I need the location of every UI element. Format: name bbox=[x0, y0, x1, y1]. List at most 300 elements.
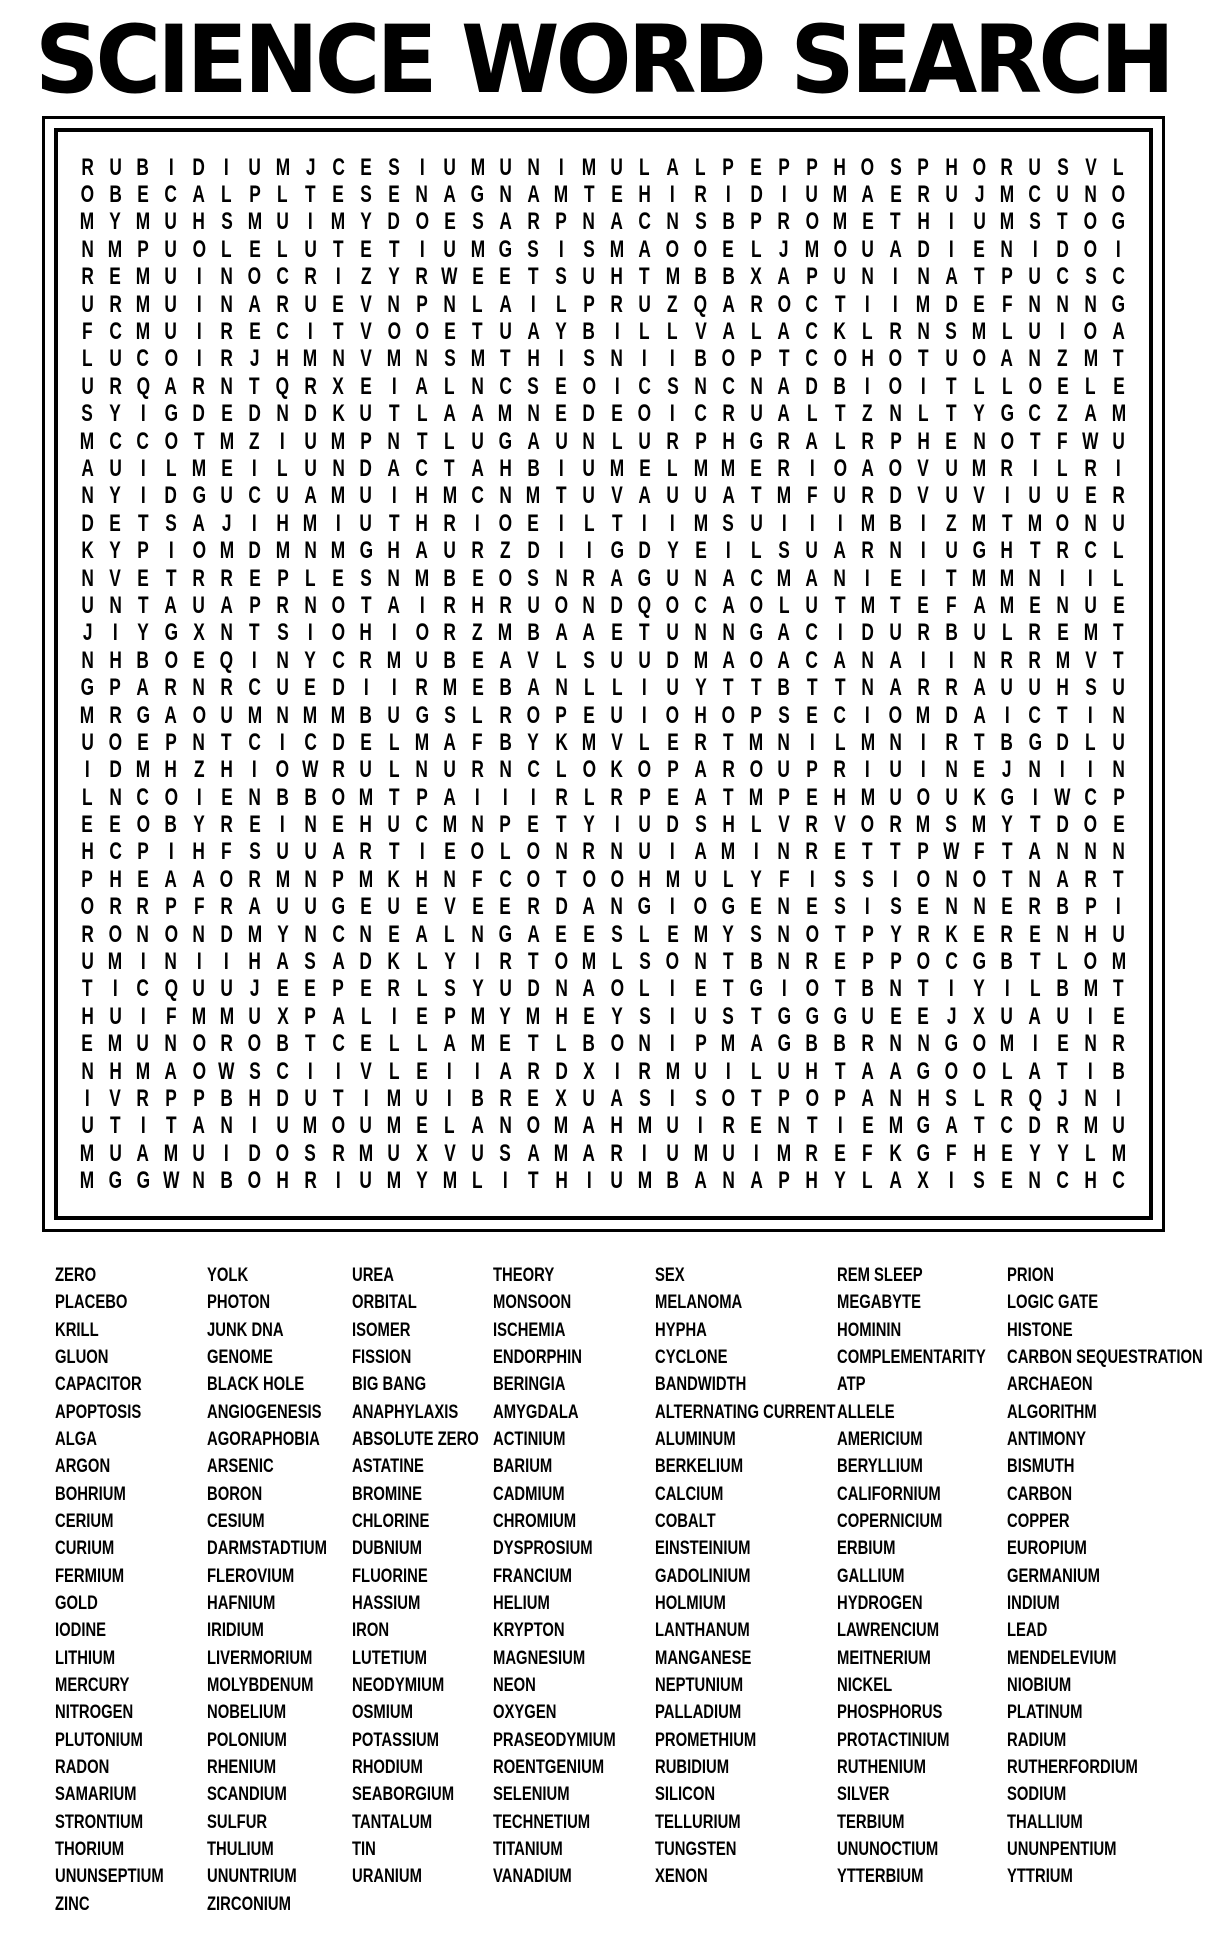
word-item: BROMINE bbox=[352, 1483, 422, 1505]
grid-cell: G bbox=[805, 1002, 819, 1030]
grid-cell: R bbox=[666, 427, 679, 455]
grid-cell: N bbox=[387, 290, 401, 318]
grid-cell: C bbox=[136, 783, 150, 811]
word-item: SCANDIUM bbox=[207, 1784, 287, 1806]
grid-cell: C bbox=[1028, 400, 1042, 428]
grid-cell: M bbox=[108, 1030, 123, 1058]
grid-cell: M bbox=[358, 865, 374, 893]
grid-cell: O bbox=[498, 509, 513, 537]
grid-cell: A bbox=[415, 920, 429, 948]
grid-cell: A bbox=[777, 400, 791, 428]
grid-cell: M bbox=[275, 153, 290, 181]
grid-cell: O bbox=[470, 838, 485, 866]
grid-cell: T bbox=[137, 509, 149, 537]
word-item: FLUORINE bbox=[352, 1565, 428, 1587]
grid-cell: U bbox=[109, 153, 122, 181]
grid-cell: E bbox=[694, 537, 707, 565]
grid-cell: L bbox=[750, 811, 762, 839]
grid-cell: A bbox=[331, 838, 345, 866]
grid-cell: I bbox=[921, 564, 926, 592]
grid-cell: E bbox=[973, 920, 985, 948]
grid-cell: O bbox=[192, 537, 206, 565]
grid-cell: S bbox=[583, 646, 595, 674]
grid-cell: E bbox=[834, 948, 846, 976]
grid-cell: N bbox=[109, 591, 122, 619]
grid-cell: C bbox=[694, 400, 707, 428]
grid-cell: E bbox=[388, 181, 400, 209]
grid-cell: L bbox=[639, 318, 651, 346]
grid-cell: A bbox=[722, 646, 735, 674]
grid-cell: U bbox=[638, 646, 652, 674]
grid-cell: T bbox=[890, 208, 901, 236]
grid-cell: N bbox=[1028, 345, 1042, 373]
grid-cell: U bbox=[750, 400, 763, 428]
grid-cell: H bbox=[109, 1057, 122, 1085]
grid-cell: I bbox=[948, 975, 954, 1003]
grid-cell: U bbox=[164, 235, 178, 263]
grid-cell: U bbox=[304, 454, 317, 482]
grid-cell: H bbox=[499, 454, 512, 482]
word-list bbox=[55, 1262, 1206, 1918]
word-item: CALCIUM bbox=[655, 1483, 724, 1505]
grid-cell: U bbox=[415, 1084, 429, 1112]
grid-cell: N bbox=[777, 838, 791, 866]
grid-cell: U bbox=[192, 975, 206, 1003]
grid-cell: N bbox=[109, 783, 122, 811]
grid-cell: G bbox=[916, 1139, 931, 1167]
grid-cell: A bbox=[805, 564, 819, 592]
grid-cell: E bbox=[1001, 893, 1013, 921]
grid-cell: M bbox=[693, 1139, 708, 1167]
grid-cell: X bbox=[583, 1057, 595, 1085]
grid-cell: V bbox=[694, 318, 707, 346]
grid-cell: O bbox=[861, 153, 875, 181]
grid-cell: N bbox=[861, 646, 874, 674]
grid-cell: A bbox=[777, 619, 791, 647]
grid-cell: I bbox=[1116, 893, 1121, 921]
grid-cell: I bbox=[140, 400, 146, 428]
grid-cell: N bbox=[610, 345, 624, 373]
grid-cell: T bbox=[332, 235, 344, 263]
grid-cell: T bbox=[1113, 345, 1124, 373]
grid-cell: D bbox=[276, 1084, 289, 1112]
grid-cell: A bbox=[833, 646, 847, 674]
grid-cell: I bbox=[419, 235, 425, 263]
grid-cell: A bbox=[81, 454, 94, 482]
grid-cell: L bbox=[388, 728, 400, 756]
grid-cell: N bbox=[304, 865, 317, 893]
grid-cell: M bbox=[860, 591, 875, 619]
grid-cell: I bbox=[391, 674, 397, 702]
grid-cell: J bbox=[249, 345, 260, 373]
grid-cell: L bbox=[583, 509, 595, 537]
grid-cell: B bbox=[1056, 893, 1070, 921]
grid-cell: E bbox=[471, 674, 484, 702]
grid-cell: U bbox=[1084, 591, 1097, 619]
grid-cell: K bbox=[387, 948, 401, 976]
word-item: DUBNIUM bbox=[352, 1538, 422, 1560]
grid-cell: U bbox=[1000, 674, 1014, 702]
grid-cell: I bbox=[140, 1002, 146, 1030]
grid-cell: I bbox=[614, 1057, 620, 1085]
grid-cell: U bbox=[359, 1112, 373, 1140]
grid-cell: A bbox=[554, 619, 568, 647]
grid-cell: M bbox=[386, 1112, 402, 1140]
grid-cell: I bbox=[865, 372, 871, 400]
grid-cell: S bbox=[611, 920, 623, 948]
word-item: CYCLONE bbox=[655, 1346, 728, 1368]
grid-cell: R bbox=[527, 1057, 540, 1085]
grid-cell: I bbox=[196, 345, 202, 373]
grid-cell: U bbox=[359, 509, 373, 537]
grid-cell: W bbox=[1054, 783, 1071, 811]
grid-cell: C bbox=[109, 427, 122, 455]
grid-cell: N bbox=[945, 893, 958, 921]
grid-cell: V bbox=[360, 318, 372, 346]
grid-cell: E bbox=[1001, 1139, 1013, 1167]
grid-cell: H bbox=[415, 482, 429, 510]
grid-cell: R bbox=[443, 509, 456, 537]
grid-cell: A bbox=[527, 181, 540, 209]
word-item: JUNK DNA bbox=[207, 1319, 284, 1341]
grid-cell: G bbox=[498, 920, 513, 948]
grid-cell: U bbox=[777, 1057, 791, 1085]
grid-cell: M bbox=[135, 318, 151, 346]
grid-cell: O bbox=[888, 701, 903, 729]
grid-cell: I bbox=[224, 1139, 230, 1167]
grid-cell: T bbox=[332, 1084, 344, 1112]
grid-cell: K bbox=[331, 400, 345, 428]
grid-cell: H bbox=[945, 153, 958, 181]
grid-cell: F bbox=[778, 865, 790, 893]
grid-cell: A bbox=[387, 454, 401, 482]
grid-cell: T bbox=[305, 181, 316, 209]
grid-cell: D bbox=[527, 975, 540, 1003]
grid-cell: N bbox=[889, 1030, 902, 1058]
grid-cell: X bbox=[416, 1139, 428, 1167]
grid-cell: I bbox=[558, 454, 564, 482]
grid-cell: R bbox=[777, 427, 791, 455]
grid-cell: E bbox=[416, 893, 428, 921]
grid-cell: H bbox=[833, 153, 847, 181]
word-item: COPPER bbox=[1007, 1510, 1070, 1532]
grid-cell: P bbox=[416, 783, 428, 811]
grid-cell: A bbox=[443, 181, 456, 209]
grid-cell: N bbox=[777, 728, 791, 756]
grid-cell: U bbox=[164, 208, 178, 236]
grid-cell: S bbox=[583, 235, 595, 263]
word-item: SILICON bbox=[655, 1784, 716, 1806]
grid-cell: N bbox=[220, 1112, 234, 1140]
grid-cell: F bbox=[862, 1139, 874, 1167]
grid-cell: N bbox=[499, 756, 512, 784]
grid-cell: R bbox=[220, 1030, 234, 1058]
word-item: GERMANIUM bbox=[1007, 1565, 1101, 1587]
grid-cell: U bbox=[304, 235, 317, 263]
page-title: SCIENCE WORD SEARCH bbox=[34, 6, 1172, 115]
grid-cell: U bbox=[694, 865, 707, 893]
grid-cell: D bbox=[750, 181, 763, 209]
grid-cell: E bbox=[109, 263, 122, 291]
word-item: ZERO bbox=[55, 1264, 97, 1286]
grid-cell: I bbox=[112, 975, 118, 1003]
grid-cell: A bbox=[527, 920, 540, 948]
grid-cell: O bbox=[805, 975, 819, 1003]
grid-cell: M bbox=[526, 1002, 541, 1030]
grid-cell: N bbox=[192, 674, 206, 702]
grid-cell: O bbox=[805, 208, 819, 236]
word-item: NICKEL bbox=[837, 1675, 893, 1696]
grid-cell: T bbox=[82, 975, 93, 1003]
grid-cell: E bbox=[750, 893, 763, 921]
grid-cell: M bbox=[247, 701, 262, 729]
grid-cell: T bbox=[806, 1112, 818, 1140]
grid-cell: V bbox=[443, 1139, 456, 1167]
grid-cell: G bbox=[136, 701, 150, 729]
grid-cell: C bbox=[136, 975, 150, 1003]
grid-cell: O bbox=[80, 893, 95, 921]
grid-cell: O bbox=[693, 235, 708, 263]
word-item: CERIUM bbox=[55, 1510, 114, 1532]
grid-cell: B bbox=[164, 811, 178, 839]
grid-cell: E bbox=[248, 564, 261, 592]
grid-cell: A bbox=[1028, 1002, 1042, 1030]
grid-cell: B bbox=[443, 564, 456, 592]
grid-cell: A bbox=[499, 290, 512, 318]
grid-cell: M bbox=[972, 454, 987, 482]
grid-cell: I bbox=[558, 345, 564, 373]
grid-cell: E bbox=[276, 975, 289, 1003]
grid-cell: P bbox=[165, 1084, 177, 1112]
grid-cell: S bbox=[639, 1084, 651, 1112]
grid-cell: O bbox=[275, 756, 290, 784]
grid-cell: I bbox=[1088, 701, 1094, 729]
grid-cell: E bbox=[443, 208, 456, 236]
grid-cell: C bbox=[1056, 1167, 1070, 1195]
grid-cell: V bbox=[443, 893, 456, 921]
grid-cell: U bbox=[192, 1139, 206, 1167]
grid-cell: I bbox=[307, 619, 313, 647]
grid-cell: E bbox=[81, 1030, 94, 1058]
word-item: THALLIUM bbox=[1007, 1811, 1083, 1833]
grid-cell: V bbox=[611, 728, 623, 756]
grid-cell: M bbox=[693, 509, 708, 537]
grid-cell: I bbox=[586, 537, 592, 565]
grid-cell: U bbox=[861, 1002, 874, 1030]
grid-cell: E bbox=[81, 811, 94, 839]
grid-cell: P bbox=[137, 235, 149, 263]
grid-cell: R bbox=[109, 290, 122, 318]
grid-cell: E bbox=[527, 1084, 540, 1112]
grid-cell: A bbox=[889, 1057, 902, 1085]
grid-cell: Y bbox=[973, 400, 985, 428]
grid-cell: T bbox=[1029, 811, 1041, 839]
grid-cell: V bbox=[109, 1084, 122, 1112]
grid-cell: E bbox=[471, 646, 484, 674]
grid-cell: P bbox=[332, 865, 345, 893]
grid-cell: H bbox=[861, 345, 874, 373]
grid-cell: N bbox=[1084, 838, 1097, 866]
grid-cell: T bbox=[973, 1112, 985, 1140]
grid-cell: E bbox=[360, 728, 372, 756]
grid-cell: M bbox=[749, 783, 764, 811]
word-item: MENDELEVIUM bbox=[1007, 1647, 1117, 1669]
grid-cell: S bbox=[945, 811, 958, 839]
grid-cell: S bbox=[304, 1139, 317, 1167]
grid-cell: Q bbox=[164, 975, 178, 1003]
grid-cell: A bbox=[415, 537, 429, 565]
grid-cell: H bbox=[248, 948, 261, 976]
grid-cell: N bbox=[1028, 1167, 1042, 1195]
grid-cell: E bbox=[471, 893, 484, 921]
grid-cell: A bbox=[972, 591, 986, 619]
grid-cell: I bbox=[252, 454, 258, 482]
grid-cell: F bbox=[946, 1139, 957, 1167]
grid-cell: U bbox=[833, 482, 847, 510]
grid-cell: M bbox=[1111, 1139, 1126, 1167]
grid-cell: H bbox=[359, 811, 373, 839]
grid-cell: I bbox=[558, 235, 564, 263]
grid-cell: A bbox=[220, 591, 234, 619]
grid-cell: I bbox=[1088, 756, 1094, 784]
word-item: NEON bbox=[493, 1675, 536, 1696]
grid-cell: R bbox=[861, 537, 874, 565]
grid-cell: D bbox=[304, 400, 317, 428]
grid-cell: P bbox=[1001, 263, 1013, 291]
grid-cell: P bbox=[778, 153, 790, 181]
grid-cell: F bbox=[193, 893, 205, 921]
word-item: DARMSTADTIUM bbox=[207, 1538, 327, 1560]
grid-cell: U bbox=[1028, 153, 1042, 181]
grid-cell: V bbox=[834, 811, 846, 839]
grid-cell: L bbox=[416, 400, 428, 428]
grid-cell: L bbox=[277, 181, 288, 209]
grid-cell: M bbox=[135, 1057, 151, 1085]
word-item: RADIUM bbox=[1007, 1729, 1067, 1751]
grid-cell: R bbox=[1000, 1084, 1014, 1112]
grid-cell: U bbox=[638, 427, 652, 455]
grid-cell: U bbox=[81, 1112, 94, 1140]
grid-cell: B bbox=[276, 1030, 289, 1058]
grid-cell: N bbox=[722, 619, 735, 647]
grid-cell: G bbox=[638, 564, 652, 592]
grid-cell: M bbox=[470, 345, 485, 373]
grid-cell: H bbox=[917, 1084, 930, 1112]
grid-cell: L bbox=[1057, 454, 1069, 482]
word-item: BANDWIDTH bbox=[655, 1374, 747, 1396]
grid-cell: H bbox=[248, 1084, 261, 1112]
grid-cell: I bbox=[196, 948, 202, 976]
grid-cell: N bbox=[1112, 838, 1125, 866]
word-item: ARCHAEON bbox=[1007, 1374, 1093, 1396]
word-item: NEODYMIUM bbox=[352, 1675, 445, 1696]
grid-cell: I bbox=[558, 153, 564, 181]
grid-cell: R bbox=[304, 372, 317, 400]
word-item: IRIDIUM bbox=[207, 1620, 264, 1642]
grid-cell: N bbox=[889, 537, 902, 565]
grid-cell: T bbox=[862, 838, 874, 866]
grid-cell: D bbox=[220, 920, 234, 948]
word-item: COBALT bbox=[655, 1510, 716, 1532]
grid-cell: L bbox=[611, 948, 623, 976]
grid-cell: I bbox=[168, 537, 174, 565]
grid-cell: Y bbox=[360, 208, 372, 236]
grid-cell: N bbox=[387, 564, 401, 592]
grid-cell: A bbox=[443, 1030, 456, 1058]
grid-cell: N bbox=[1084, 1084, 1097, 1112]
word-item: KRILL bbox=[55, 1319, 99, 1341]
grid-cell: M bbox=[135, 290, 151, 318]
grid-cell: P bbox=[109, 674, 122, 702]
grid-cell: O bbox=[387, 318, 401, 346]
grid-cell: A bbox=[972, 701, 986, 729]
grid-cell: S bbox=[973, 1167, 985, 1195]
grid-cell: U bbox=[415, 646, 429, 674]
grid-cell: I bbox=[335, 509, 341, 537]
grid-cell: E bbox=[1001, 1167, 1013, 1195]
grid-cell: M bbox=[1055, 646, 1071, 674]
grid-cell: Y bbox=[750, 865, 763, 893]
grid-cell: M bbox=[331, 482, 346, 510]
grid-cell: G bbox=[972, 537, 986, 565]
grid-cell: I bbox=[725, 181, 731, 209]
grid-cell: L bbox=[806, 400, 818, 428]
grid-cell: U bbox=[1028, 263, 1042, 291]
grid-cell: I bbox=[670, 509, 676, 537]
grid-cell: G bbox=[359, 537, 373, 565]
word-item: OXYGEN bbox=[493, 1702, 557, 1724]
grid-cell: A bbox=[164, 865, 178, 893]
grid-cell: Z bbox=[667, 290, 678, 318]
grid-cell: M bbox=[916, 701, 931, 729]
grid-cell: E bbox=[861, 208, 874, 236]
grid-cell: P bbox=[861, 948, 874, 976]
grid-cell: D bbox=[945, 290, 958, 318]
grid-cell: A bbox=[750, 1030, 763, 1058]
word-item: XENON bbox=[655, 1866, 708, 1888]
grid-cell: O bbox=[1028, 372, 1042, 400]
grid-cell: I bbox=[475, 509, 480, 537]
grid-cell: I bbox=[307, 1057, 313, 1085]
grid-cell: K bbox=[833, 318, 847, 346]
grid-cell: I bbox=[893, 290, 899, 318]
grid-cell: L bbox=[973, 1084, 985, 1112]
word-item: KRYPTON bbox=[493, 1620, 565, 1642]
word-item: HAFNIUM bbox=[207, 1592, 276, 1614]
grid-cell: E bbox=[248, 235, 261, 263]
grid-cell: O bbox=[498, 564, 513, 592]
grid-cell: R bbox=[1000, 920, 1014, 948]
grid-cell: M bbox=[386, 1167, 402, 1195]
grid-cell: R bbox=[1028, 619, 1042, 647]
grid-cell: O bbox=[888, 372, 903, 400]
grid-cell: E bbox=[443, 318, 456, 346]
grid-cell: A bbox=[415, 372, 429, 400]
grid-cell: I bbox=[419, 591, 425, 619]
grid-cell: A bbox=[889, 674, 902, 702]
word-item: PROMETHIUM bbox=[655, 1729, 757, 1751]
grid-cell: A bbox=[192, 1112, 206, 1140]
grid-cell: E bbox=[639, 454, 651, 482]
grid-cell: A bbox=[889, 1167, 902, 1195]
grid-cell: P bbox=[165, 893, 177, 921]
grid-cell: M bbox=[80, 427, 95, 455]
grid-cell: I bbox=[921, 646, 926, 674]
grid-cell: T bbox=[472, 318, 483, 346]
grid-cell: L bbox=[1085, 728, 1096, 756]
grid-cell: C bbox=[694, 591, 707, 619]
grid-cell: A bbox=[805, 427, 819, 455]
